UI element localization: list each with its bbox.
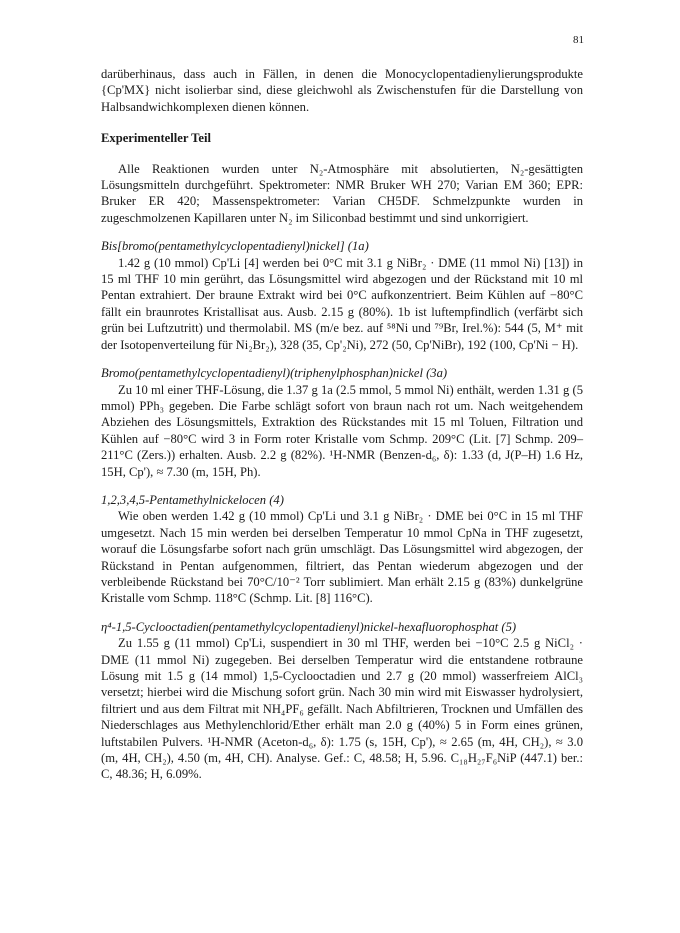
compound-heading-3a: Bromo(pentamethylcyclopentadienyl)(triphenylphosphan)nickel (3a) <box>101 366 448 381</box>
compound-heading-4: 1,2,3,4,5-Pentamethylnickelocen (4) <box>101 492 284 507</box>
intro-paragraph: darüberhinaus, dass auch in Fällen, in denen die Monocyclopentadienylierungsprodukte {Cp'MX} nicht isolierbar sind, diese gleichwohl als Zwischenstufen für die Darstellung von Halbsandwichkomplexen dienen können. <box>101 67 583 114</box>
section-heading-experimental: Experimenteller Teil <box>101 131 211 146</box>
general-methods-paragraph: Alle Reaktionen wurden unter N₂-Atmosphäre mit absolutierten, N₂-gesättigten Lösungsmitteln durchgeführt. Spektrometer: NMR Bruker WH 270; Varian EM 360; EPR: Bruker ER 420; Massenspektrometer: Varian CH5DF. Schmelzpunkte wurden in zugeschmolzenen Kapillaren unter N₂ im Siliconbad bestimmt und sind unkorrigiert. <box>101 161 583 225</box>
compound-procedure-3a: Zu 10 ml einer THF-Lösung, die 1.37 g 1a (2.5 mmol, 5 mmol Ni) enthält, werden 1.31 g (5 mmol) PPh₃ gegeben. Die Farbe schlägt sofort von braun nach rot um. Nach weitgehendem Abziehen des Lösungsmittels, Extraktion des Rückstandes mit 15 ml Toluen, Filtration und Kühlen auf −80°C wird 3 in Form roter Kristalle vom Schmp. 209°C (Lit. [7] Schmp. 209–211°C (Zers.)) erhalten. Ausb. 2.2 g (82%). ¹H-NMR (Benzen-d₆, δ): 1.33 (d, J(P–H) 1.6 Hz, 15H, Cp'), ≈ 7.30 (m, 15H, Ph). <box>101 382 583 479</box>
article-body <box>101 66 583 783</box>
compound-heading-5: η⁴-1,5-Cyclooctadien(pentamethylcyclopentadienyl)nickel-hexafluorophosphat (5) <box>101 619 517 634</box>
compound-procedure-1a: 1.42 g (10 mmol) Cp'Li [4] werden bei 0°C mit 3.1 g NiBr₂ · DME (11 mmol Ni) [13]) in 15 ml THF 10 min gerührt, das Lösungsmittel wird abgezogen und der Rückstand mit 10 ml Pentan extrahiert. Der braune Extrakt wird bei 0°C aufkonzentriert. Beim Kühlen auf −80°C fällt ein braunrotes Kristallisat aus. Ausb. 2.15 g (80%). 1b ist luftempfindlich (verfärbt sich grün bei Luftzutritt) und thermolabil. MS (m/e bez. auf ⁵⁸Ni und ⁷⁹Br, Irel.%): 544 (5, M⁺ mit der Isotopenverteilung für Ni₂Br₂), 328 (35, Cp'₂Ni), 272 (50, Cp'NiBr), 192 (100, Cp'Ni − H). <box>101 255 583 352</box>
compound-procedure-4: Wie oben werden 1.42 g (10 mmol) Cp'Li und 3.1 g NiBr₂ · DME bei 0°C in 15 ml THF umgesetzt. Nach 15 min werden bei derselben Temperatur 10 mmol CpNa in THF zugesetzt, worauf die Lösungsfarbe sofort nach grün umschlägt. Das Lösungsmittel wird abgezogen, der Rückstand in Pentan aufgenommen, filtriert, das Pentan wiederum abgezogen und der verbleibende Rückstand bei 70°C/10⁻² Torr sublimiert. Man erhält 2.15 g (83%) dunkelgrüne Kristalle vom Schmp. 118°C (Schmp. Lit. [8] 116°C). <box>101 509 583 606</box>
compound-procedure-5: Zu 1.55 g (11 mmol) Cp'Li, suspendiert in 30 ml THF, werden bei −10°C 2.5 g NiCl₂ · DME (11 mmol Ni) zugegeben. Bei derselben Temperatur wird die entstandene rotbraune Lösung mit 1.5 g (14 mmol) 1,5-Cyclooctadien und 2.7 g (20 mmol) wasserfreiem AlCl₃ versetzt; hierbei wird die Mischung sofort grün. Nach 30 min wird mit Eiswasser hydrolysiert, filtriert und aus dem Filtrat mit NH₄PF₆ gefällt. Nach Abfiltrieren, Trocknen und Umfällen des Niederschlages aus Methylenchlorid/Ether erhält man 2.0 g (40%) 5 in Form eines grünen, luftstabilen Pulvers. ¹H-NMR (Aceton-d₆, δ): 1.75 (s, 15H, Cp'), ≈ 2.65 (m, 4H, CH₂), ≈ 3.0 (m, 4H, CH₂), 4.50 (m, 4H, CH). Analyse. Gef.: C, 48.58; H, 5.96. C₁₈H₂₇F₆NiP (447.1) ber.: C, 48.36; H, 6.09%. <box>101 636 583 782</box>
page-number: 81 <box>573 34 584 46</box>
compound-heading-1a: Bis[bromo(pentamethylcyclopentadienyl)nickel] (1a) <box>101 239 369 254</box>
